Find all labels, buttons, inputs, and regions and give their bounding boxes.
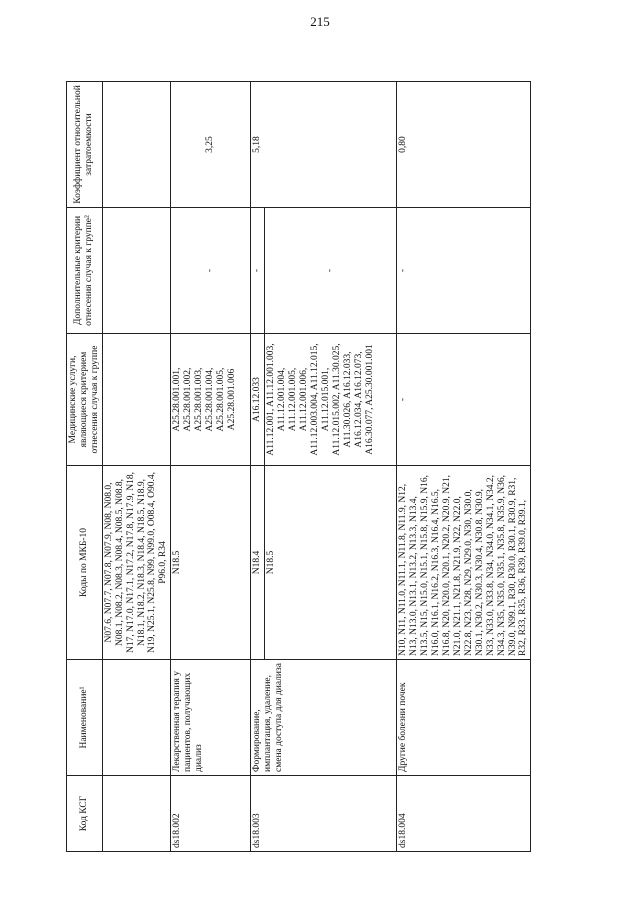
service-code: A25.28.001.006 (226, 368, 237, 431)
ksg-table (66, 81, 531, 852)
cell-extra: - (265, 208, 397, 334)
cell-coef: 3,25 (171, 82, 251, 208)
table-row-ds18-003a (251, 82, 265, 852)
cell-code: ds18.004 (397, 776, 531, 852)
page-number: 215 (310, 14, 330, 29)
service-code: A11.12.003.004, A11.12.015, (309, 343, 320, 456)
cell-coef: 5,18 (251, 82, 397, 208)
header-code: Код КСГ (67, 776, 103, 852)
cell-coef: 0,80 (397, 82, 531, 208)
cell-extra: - (251, 208, 265, 334)
table-row-ds18-004 (397, 82, 531, 852)
cell-code: ds18.003 (251, 776, 397, 852)
cell-extra (102, 208, 171, 334)
header-extra-criteria: Дополнительные критерии отнесения случая к группе² (67, 208, 103, 334)
cell-name: Формирование, имплантация, удаление, смена доступа для диализа (251, 660, 397, 776)
service-code: A25.28.001.001, (172, 367, 183, 432)
table-row-ds18-002 (171, 82, 251, 852)
header-coefficient: Коэффициент относительной затратоемкости (67, 82, 103, 208)
service-code: A25.28.001.005, (215, 367, 226, 432)
cell-icd: N07.6, N07.7, N07.8, N07.9, N08, N08.0, N08.1, N08.2, N08.3, N08.4, N08.5, N08.8, N17, N17.0, N17.1, N17.2, N17.8, N17.9, N18, N18.1, N18.2, N18.3, N18.4, N18.5, N18.9, N19, N25.1, N25.8, N99, N99.0, O08.4, O90.4, P96.0, R34 (102, 466, 171, 660)
cell-icd: N18.5 (265, 466, 397, 660)
cell-extra: - (397, 208, 531, 334)
cell-services (171, 334, 251, 466)
cell-services: A16.12.033 (251, 334, 265, 466)
header-name: Наименование¹ (67, 660, 103, 776)
cell-services: - (397, 334, 531, 466)
service-code: A11.12.015.002, A11.30.025, (331, 343, 342, 456)
cell-icd: N10, N11, N11.0, N11.1, N11.8, N11.9, N12, N13, N13.0, N13.1, N13.2, N13.3, N13.4, N13.5, N15, N15.0, N15.1, N15.8, N15.9, N16, N16.0, N16.1, N16.2, N16.3, N16.4, N16.5, N16.8, N20, N20.0, N20.1, N20.2, N20.9, N21, N21.0, N21.1, N21.8, N21.9, N22, N22.0, N22.8, N23, N28, N29, N29.0, N30, N30.0, N30.1, N30.2, N30.3, N30.4, N30.8, N30.9, N33, N33.0, N33.8, N34, N34.0, N34.1, N34.2, N34.3, N35, N35.0, N35.1, N35.8, N35.9, N36, N39.0, N99.1, R30, R30.0, R30.1, R30.9, R31, R32, R33, R35, R36, R39, R39.0, R39.1, (397, 466, 531, 660)
cell-extra: - (171, 208, 251, 334)
cell-code (102, 776, 171, 852)
cell-name (102, 660, 171, 776)
service-code: A11.12.001.004, (277, 367, 288, 432)
service-code: A11.12.001, A11.12.001.003, (266, 343, 277, 456)
service-code: A11.12.001.005, (288, 367, 299, 432)
service-code: A11.30.026, A16.12.033, (342, 351, 353, 448)
service-code: A16.30.077, A25.30.001.001 (364, 344, 375, 455)
cell-icd: N18.4 (251, 466, 265, 660)
service-code: A16.12.034, A16.12.073, (353, 351, 364, 448)
service-code: A25.28.001.004, (205, 367, 216, 432)
cell-services (265, 334, 397, 466)
tariff-table-rotated (66, 82, 529, 852)
header-icd: Коды по МКБ-10 (67, 466, 103, 660)
header-row (67, 82, 103, 852)
cell-name: Другие болезни почек (397, 660, 531, 776)
service-code: A25.28.001.003, (194, 367, 205, 432)
service-code: A11.12.015.001, (320, 367, 331, 432)
cell-name: Лекарственная терапия у пациентов, получающих диализ (171, 660, 251, 776)
cell-icd: N18.5 (171, 466, 251, 660)
table-row-continued (102, 82, 171, 852)
service-code: A11.12.001.006, (299, 367, 310, 432)
cell-services (102, 334, 171, 466)
cell-code: ds18.002 (171, 776, 251, 852)
cell-coef (102, 82, 171, 208)
service-code: A25.28.001.002, (183, 367, 194, 432)
header-services: Медицинские услуги, являющиеся критерием отнесения случая к группе (67, 334, 103, 466)
